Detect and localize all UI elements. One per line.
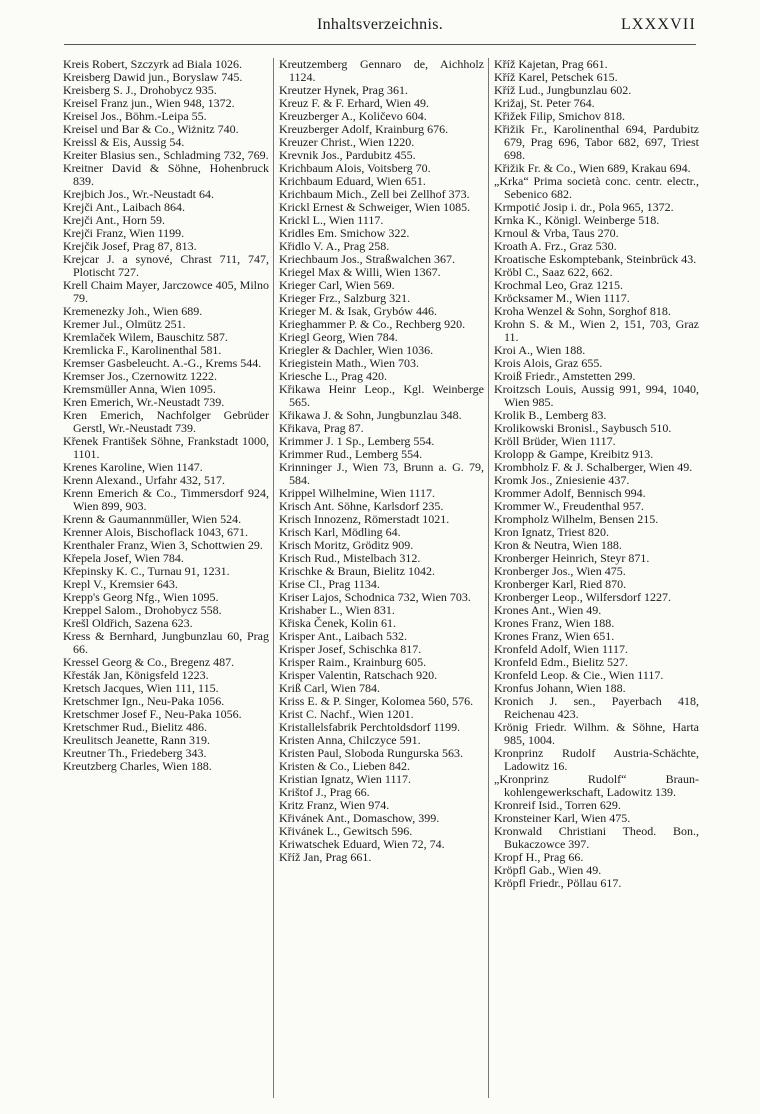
index-entry: Krones Franz, Wien 188.: [494, 616, 615, 630]
index-entry: Krombholz F. & J. Schalberger, Wien 49.: [494, 460, 693, 474]
index-entry: Křivánek L., Gewitsch 596.: [279, 824, 413, 838]
index-entry: Križaj, St. Peter 764.: [494, 96, 595, 110]
index-entry: Kronreif Isid., Torren 629.: [494, 798, 621, 812]
index-entry: Kreissl & Eis, Aussig 54.: [63, 135, 185, 149]
index-entry: Krnoul & Vrba, Taus 270.: [494, 226, 619, 240]
index-entry: Krenn Alexand., Urfahr 432, 517.: [63, 473, 225, 487]
index-entry: Krejčik Josef, Prag 87, 813.: [63, 239, 197, 253]
index-entry: Kremser Jos., Czernowitz 1222.: [63, 369, 217, 383]
index-entry: Kreisberg Dawid jun., Boryslaw 745.: [63, 70, 243, 84]
index-entry: Kronwald Christiani Theod. Bon., Bukaczowce 397.: [494, 824, 699, 851]
index-entry: Kroatische Eskomptebank, Steinbrück 43.: [494, 252, 697, 266]
index-entry: Krištof J., Prag 66.: [279, 785, 370, 799]
header-rule: [64, 44, 696, 45]
page-header: [60, 10, 700, 42]
index-entry: Krichbaum Alois, Voitsberg 70.: [279, 161, 431, 175]
index-entry: Krimmer Rud., Lemberg 554.: [279, 447, 423, 461]
index-entry: Kroath A. Frz., Graz 530.: [494, 239, 617, 253]
index-entry: Kriegler & Dachler, Wien 1036.: [279, 343, 434, 357]
index-entry: Kreutner Th., Friedeberg 343.: [63, 746, 207, 760]
index-entry: Kronfeld Edm., Bielitz 527.: [494, 655, 628, 669]
index-entry: Kreulitsch Jeanette, Rann 319.: [63, 733, 210, 747]
index-entry: Kriesche L., Prag 420.: [279, 369, 387, 383]
index-entry: Krnka K., Königl. Weinberge 518.: [494, 213, 660, 227]
index-column-middle: [279, 58, 484, 1108]
index-entry: Kröcksamer M., Wien 1117.: [494, 291, 630, 305]
index-entry: Krolikowski Bronisl., Saybusch 510.: [494, 421, 672, 435]
index-entry: Kříž Jan, Prag 661.: [279, 850, 372, 864]
index-entry: Kren Emerich, Nachfolger Gebrüder Gerstl, Wr.-Neustadt 739.: [63, 408, 269, 435]
index-entry: Kroiß Friedr., Amstetten 299.: [494, 369, 636, 383]
index-entry: Křiska Čenek, Kolin 61.: [279, 616, 396, 630]
index-entry: Kretschmer Rud., Bielitz 486.: [63, 720, 207, 734]
index-entry: Kreitner David & Söhne, Hohenbruck 839.: [63, 161, 269, 188]
index-entry: Křikawa J. & Sohn, Jungbunzlau 348.: [279, 408, 462, 422]
index-entry: Kříž Lud., Jungbunzlau 602.: [494, 83, 632, 97]
index-entry: Krisch Karl, Mödling 64.: [279, 525, 401, 539]
index-entry: Kren Emerich, Wr.-Neustadt 739.: [63, 395, 225, 409]
index-entry: Krenes Karoline, Wien 1147.: [63, 460, 203, 474]
index-entry: Kreisel Franz jun., Wien 948, 1372.: [63, 96, 235, 110]
index-entry: Kretsch Jacques, Wien 111, 115.: [63, 681, 219, 695]
index-entry: Kretschmer Josef F., Neu-Paka 1056.: [63, 707, 242, 721]
index-entry: Kronfeld Adolf, Wien 1117.: [494, 642, 629, 656]
index-entry: Krones Franz, Wien 651.: [494, 629, 615, 643]
index-entry: Krenner Alois, Bischoflack 1043, 671.: [63, 525, 248, 539]
index-entry: Kristian Ignatz, Wien 1117.: [279, 772, 412, 786]
index-entry: Krichbaum Mich., Zell bei Zellhof 373.: [279, 187, 470, 201]
index-entry: Kriwatschek Eduard, Wien 72, 74.: [279, 837, 445, 851]
index-entry: Krejcar J. a synové, Chrast 711, 747, Plotischt 727.: [63, 252, 269, 279]
index-entry: „Kronprinz Rudolf“ Braunkohlengewerkschaft, Ladowitz 139.: [494, 772, 699, 799]
column-rule: [488, 58, 489, 1098]
index-entry: Kressel Georg & Co., Bregenz 487.: [63, 655, 235, 669]
index-entry: Kroitzsch Louis, Aussig 991, 994, 1040, Wien 985.: [494, 382, 699, 409]
index-entry: Křivánek Ant., Domaschow, 399.: [279, 811, 440, 825]
index-entry: Krisper Raim., Krainburg 605.: [279, 655, 427, 669]
index-entry: Kreuz F. & F. Erhard, Wien 49.: [279, 96, 430, 110]
index-entry: Kremlaček Wilem, Bauschitz 587.: [63, 330, 228, 344]
index-entry: Krieger Carl, Wien 569.: [279, 278, 395, 292]
index-entry: Kreutzberg Charles, Wien 188.: [63, 759, 212, 773]
index-entry: Kremer Jul., Olmütz 251.: [63, 317, 186, 331]
index-entry: Krešl Oldřich, Sazena 623.: [63, 616, 193, 630]
index-entry: Krejbich Jos., Wr.-Neustadt 64.: [63, 187, 214, 201]
index-entry: Křesták Jan, Königsfeld 1223.: [63, 668, 209, 682]
index-entry: Krise Cl., Prag 1134.: [279, 577, 380, 591]
index-entry: Kreuzberger A., Količevo 604.: [279, 109, 427, 123]
index-entry: Kristen & Co., Lieben 842.: [279, 759, 410, 773]
index-entry: Krisper Valentin, Ratschach 920.: [279, 668, 438, 682]
index-entry: Kridles Em. Smichow 322.: [279, 226, 410, 240]
column-rule: [273, 58, 274, 1098]
index-entry: Kreisberg S. J., Drohobycz 935.: [63, 83, 217, 97]
index-entry: Krieghammer P. & Co., Rechberg 920.: [279, 317, 466, 331]
index-entry: Krichbaum Eduard, Wien 651.: [279, 174, 426, 188]
index-entry: Krenthaler Franz, Wien 3, Schottwien 29.: [63, 538, 263, 552]
index-entry: Křikava, Prag 87.: [279, 421, 364, 435]
index-entry: Krickl L., Wien 1117.: [279, 213, 384, 227]
index-entry: Krippel Wilhelmine, Wien 1117.: [279, 486, 436, 500]
index-entry: Krejči Franz, Wien 1199.: [63, 226, 185, 240]
index-entry: Kron & Neutra, Wien 188.: [494, 538, 622, 552]
index-entry: Kreppel Salom., Drohobycz 558.: [63, 603, 222, 617]
index-entry: Krenn & Gaumannmüller, Wien 524.: [63, 512, 242, 526]
index-entry: Krmpotić Josip i. dr., Pola 965, 1372.: [494, 200, 674, 214]
index-entry: Křepela Josef, Wien 784.: [63, 551, 184, 565]
index-entry: Kremenezky Joh., Wien 689.: [63, 304, 203, 318]
index-entry: Křikawa Heinr Leop., Kgl. Weinberge 565.: [279, 382, 484, 409]
index-entry: Kremlicka F., Karolinenthal 581.: [63, 343, 222, 357]
index-entry: Krell Chaim Mayer, Jarczowce 405, Milno 79.: [63, 278, 269, 305]
index-entry: Kropf H., Prag 66.: [494, 850, 584, 864]
index-entry: Kröpfl Friedr., Pöllau 617.: [494, 876, 622, 890]
index-entry: Krenn Emerich & Co., Timmersdorf 924, Wien 899, 903.: [63, 486, 269, 513]
index-entry: Krönig Friedr. Wilhm. & Söhne, Harta 985, 1004.: [494, 720, 699, 747]
page-number: LXXXVII: [620, 16, 696, 33]
index-entry: Kříž Karel, Petschek 615.: [494, 70, 618, 84]
index-entry: Krochmal Leo, Graz 1215.: [494, 278, 623, 292]
index-entry: „Krka“ Prima società conc. centr. electr., Sebenico 682.: [494, 174, 699, 201]
index-entry: Krieger Frz., Salzburg 321.: [279, 291, 411, 305]
index-entry: Kreis Robert, Szczyrk ad Biala 1026.: [63, 58, 242, 71]
index-entry: Krisper Josef, Schischka 817.: [279, 642, 422, 656]
index-entry: Kronberger Jos., Wien 475.: [494, 564, 626, 578]
index-entry: Křidlo V. A., Prag 258.: [279, 239, 390, 253]
index-entry: Krois Alois, Graz 655.: [494, 356, 603, 370]
index-entry: Kress & Bernhard, Jungbunzlau 60, Prag 66.: [63, 629, 269, 656]
index-entry: Krolopp & Gampe, Kreibitz 913.: [494, 447, 654, 461]
index-entry: Kreutzemberg Gennaro de, Aichholz 1124.: [279, 58, 484, 84]
index-column-right: [494, 58, 699, 1108]
index-entry: Kreutzer Hynek, Prag 361.: [279, 83, 408, 97]
index-entry: Kröpfl Gab., Wien 49.: [494, 863, 602, 877]
index-entry: Kreuzer Christ., Wien 1220.: [279, 135, 415, 149]
index-entry: Krieger M. & Isak, Grybów 446.: [279, 304, 437, 318]
index-entry: Kremser Gasbeleucht. A.-G., Krems 544.: [63, 356, 262, 370]
index-entry: Krommer Adolf, Bennisch 994.: [494, 486, 646, 500]
index-entry: Kriss E. & P. Singer, Kolomea 560, 576.: [279, 694, 474, 708]
index-entry: Křenek František Söhne, Frankstadt 1000, 1101.: [63, 434, 269, 461]
page-title: Inhaltsverzeichnis.: [316, 16, 444, 33]
index-entry: Kronfus Johann, Wien 188.: [494, 681, 626, 695]
index-entry: Kronsteiner Karl, Wien 475.: [494, 811, 631, 825]
index-entry: Kriegl Georg, Wien 784.: [279, 330, 398, 344]
index-entry: Krisch Innozenz, Römerstadt 1021.: [279, 512, 450, 526]
index-entry: Krejči Ant., Horn 59.: [63, 213, 165, 227]
index-entry: Kron Ignatz, Triest 820.: [494, 525, 609, 539]
index-entry: Krepp's Georg Nfg., Wien 1095.: [63, 590, 219, 604]
index-entry: Kröbl C., Saaz 622, 662.: [494, 265, 613, 279]
index-entry: Kronfeld Leop. & Cie., Wien 1117.: [494, 668, 664, 682]
index-entry: Kriegistein Math., Wien 703.: [279, 356, 419, 370]
index-entry: Kroi A., Wien 188.: [494, 343, 586, 357]
index-entry: Krickl Ernest & Schweiger, Wien 1085.: [279, 200, 471, 214]
index-entry: Krejči Ant., Laibach 864.: [63, 200, 185, 214]
index-entry: Krist C. Nachf., Wien 1201.: [279, 707, 414, 721]
index-entry: Krisch Rud., Mistelbach 312.: [279, 551, 421, 565]
index-entry: Křižik Fr. & Co., Wien 689, Krakau 694.: [494, 161, 691, 175]
index-columns: [63, 58, 699, 1108]
index-entry: Krompholz Wilhelm, Bensen 215.: [494, 512, 659, 526]
index-entry: Krishaber L., Wien 831.: [279, 603, 395, 617]
index-entry: Krones Ant., Wien 49.: [494, 603, 602, 617]
index-entry: Krohn S. & M., Wien 2, 151, 703, Graz 11.: [494, 317, 699, 344]
index-entry: Krolik B., Lemberg 83.: [494, 408, 607, 422]
index-entry: Kriser Lajos, Schodnica 732, Wien 703.: [279, 590, 471, 604]
index-entry: Křižik Fr., Karolinenthal 694, Pardubitz 679, Prag 696, Tabor 682, 697, Triest 698.: [494, 122, 699, 162]
index-entry: Kreuzberger Adolf, Krainburg 676.: [279, 122, 449, 136]
index-entry: Kronberger Karl, Ried 870.: [494, 577, 627, 591]
index-entry: Krinninger J., Wien 73, Brunn a. G. 79, 584.: [279, 460, 484, 487]
index-entry: Kristen Anna, Chilczyce 591.: [279, 733, 421, 747]
index-entry: Kröll Brüder, Wien 1117.: [494, 434, 616, 448]
index-entry: Kronich J. sen., Payerbach 418, Reichenau 423.: [494, 694, 699, 721]
index-entry: Krevnik Jos., Pardubitz 455.: [279, 148, 416, 162]
index-entry: Kriechbaum Jos., Straßwalchen 367.: [279, 252, 455, 266]
index-entry: Krisch Moritz, Gröditz 909.: [279, 538, 414, 552]
index-entry: Krischke & Braun, Bielitz 1042.: [279, 564, 435, 578]
index-entry: Krommer W., Freudenthal 957.: [494, 499, 644, 513]
index-entry: Kronberger Leop., Wilfersdorf 1227.: [494, 590, 672, 604]
index-entry: Křepinsky K. C., Turnau 91, 1231.: [63, 564, 230, 578]
index-entry: Kronprinz Rudolf Austria-Schächte, Ladowitz 16.: [494, 746, 699, 773]
index-entry: Kretschmer Ign., Neu-Paka 1056.: [63, 694, 225, 708]
index-entry: Kriegel Max & Willi, Wien 1367.: [279, 265, 441, 279]
index-entry: Kroha Wenzel & Sohn, Sorghof 818.: [494, 304, 671, 318]
index-column-left: [63, 58, 269, 1108]
index-entry: Kreiter Blasius sen., Schladming 732, 769.: [63, 148, 269, 162]
index-entry: Kritz Franz, Wien 974.: [279, 798, 390, 812]
index-entry: Kreisel und Bar & Co., Wiżnitz 740.: [63, 122, 239, 136]
index-entry: Kremsmüller Anna, Wien 1095.: [63, 382, 216, 396]
index-entry: Křižek Filip, Smichov 818.: [494, 109, 625, 123]
index-entry: Kříž Kajetan, Prag 661.: [494, 58, 608, 71]
index-entry: Kriß Carl, Wien 784.: [279, 681, 380, 695]
index-entry: Krimmer J. 1 Sp., Lemberg 554.: [279, 434, 435, 448]
index-entry: Kristallelsfabrik Perchtoldsdorf 1199.: [279, 720, 461, 734]
index-entry: Kristen Paul, Sloboda Rungurska 563.: [279, 746, 463, 760]
index-entry: Krisch Ant. Söhne, Karlsdorf 235.: [279, 499, 444, 513]
index-entry: Kromk Jos., Zniesienie 437.: [494, 473, 630, 487]
index-entry: Kronberger Heinrich, Steyr 871.: [494, 551, 650, 565]
index-entry: Kreisel Jos., Böhm.-Leipa 55.: [63, 109, 207, 123]
index-entry: Krisper Ant., Laibach 532.: [279, 629, 407, 643]
index-entry: Krepl V., Kremsier 643.: [63, 577, 178, 591]
